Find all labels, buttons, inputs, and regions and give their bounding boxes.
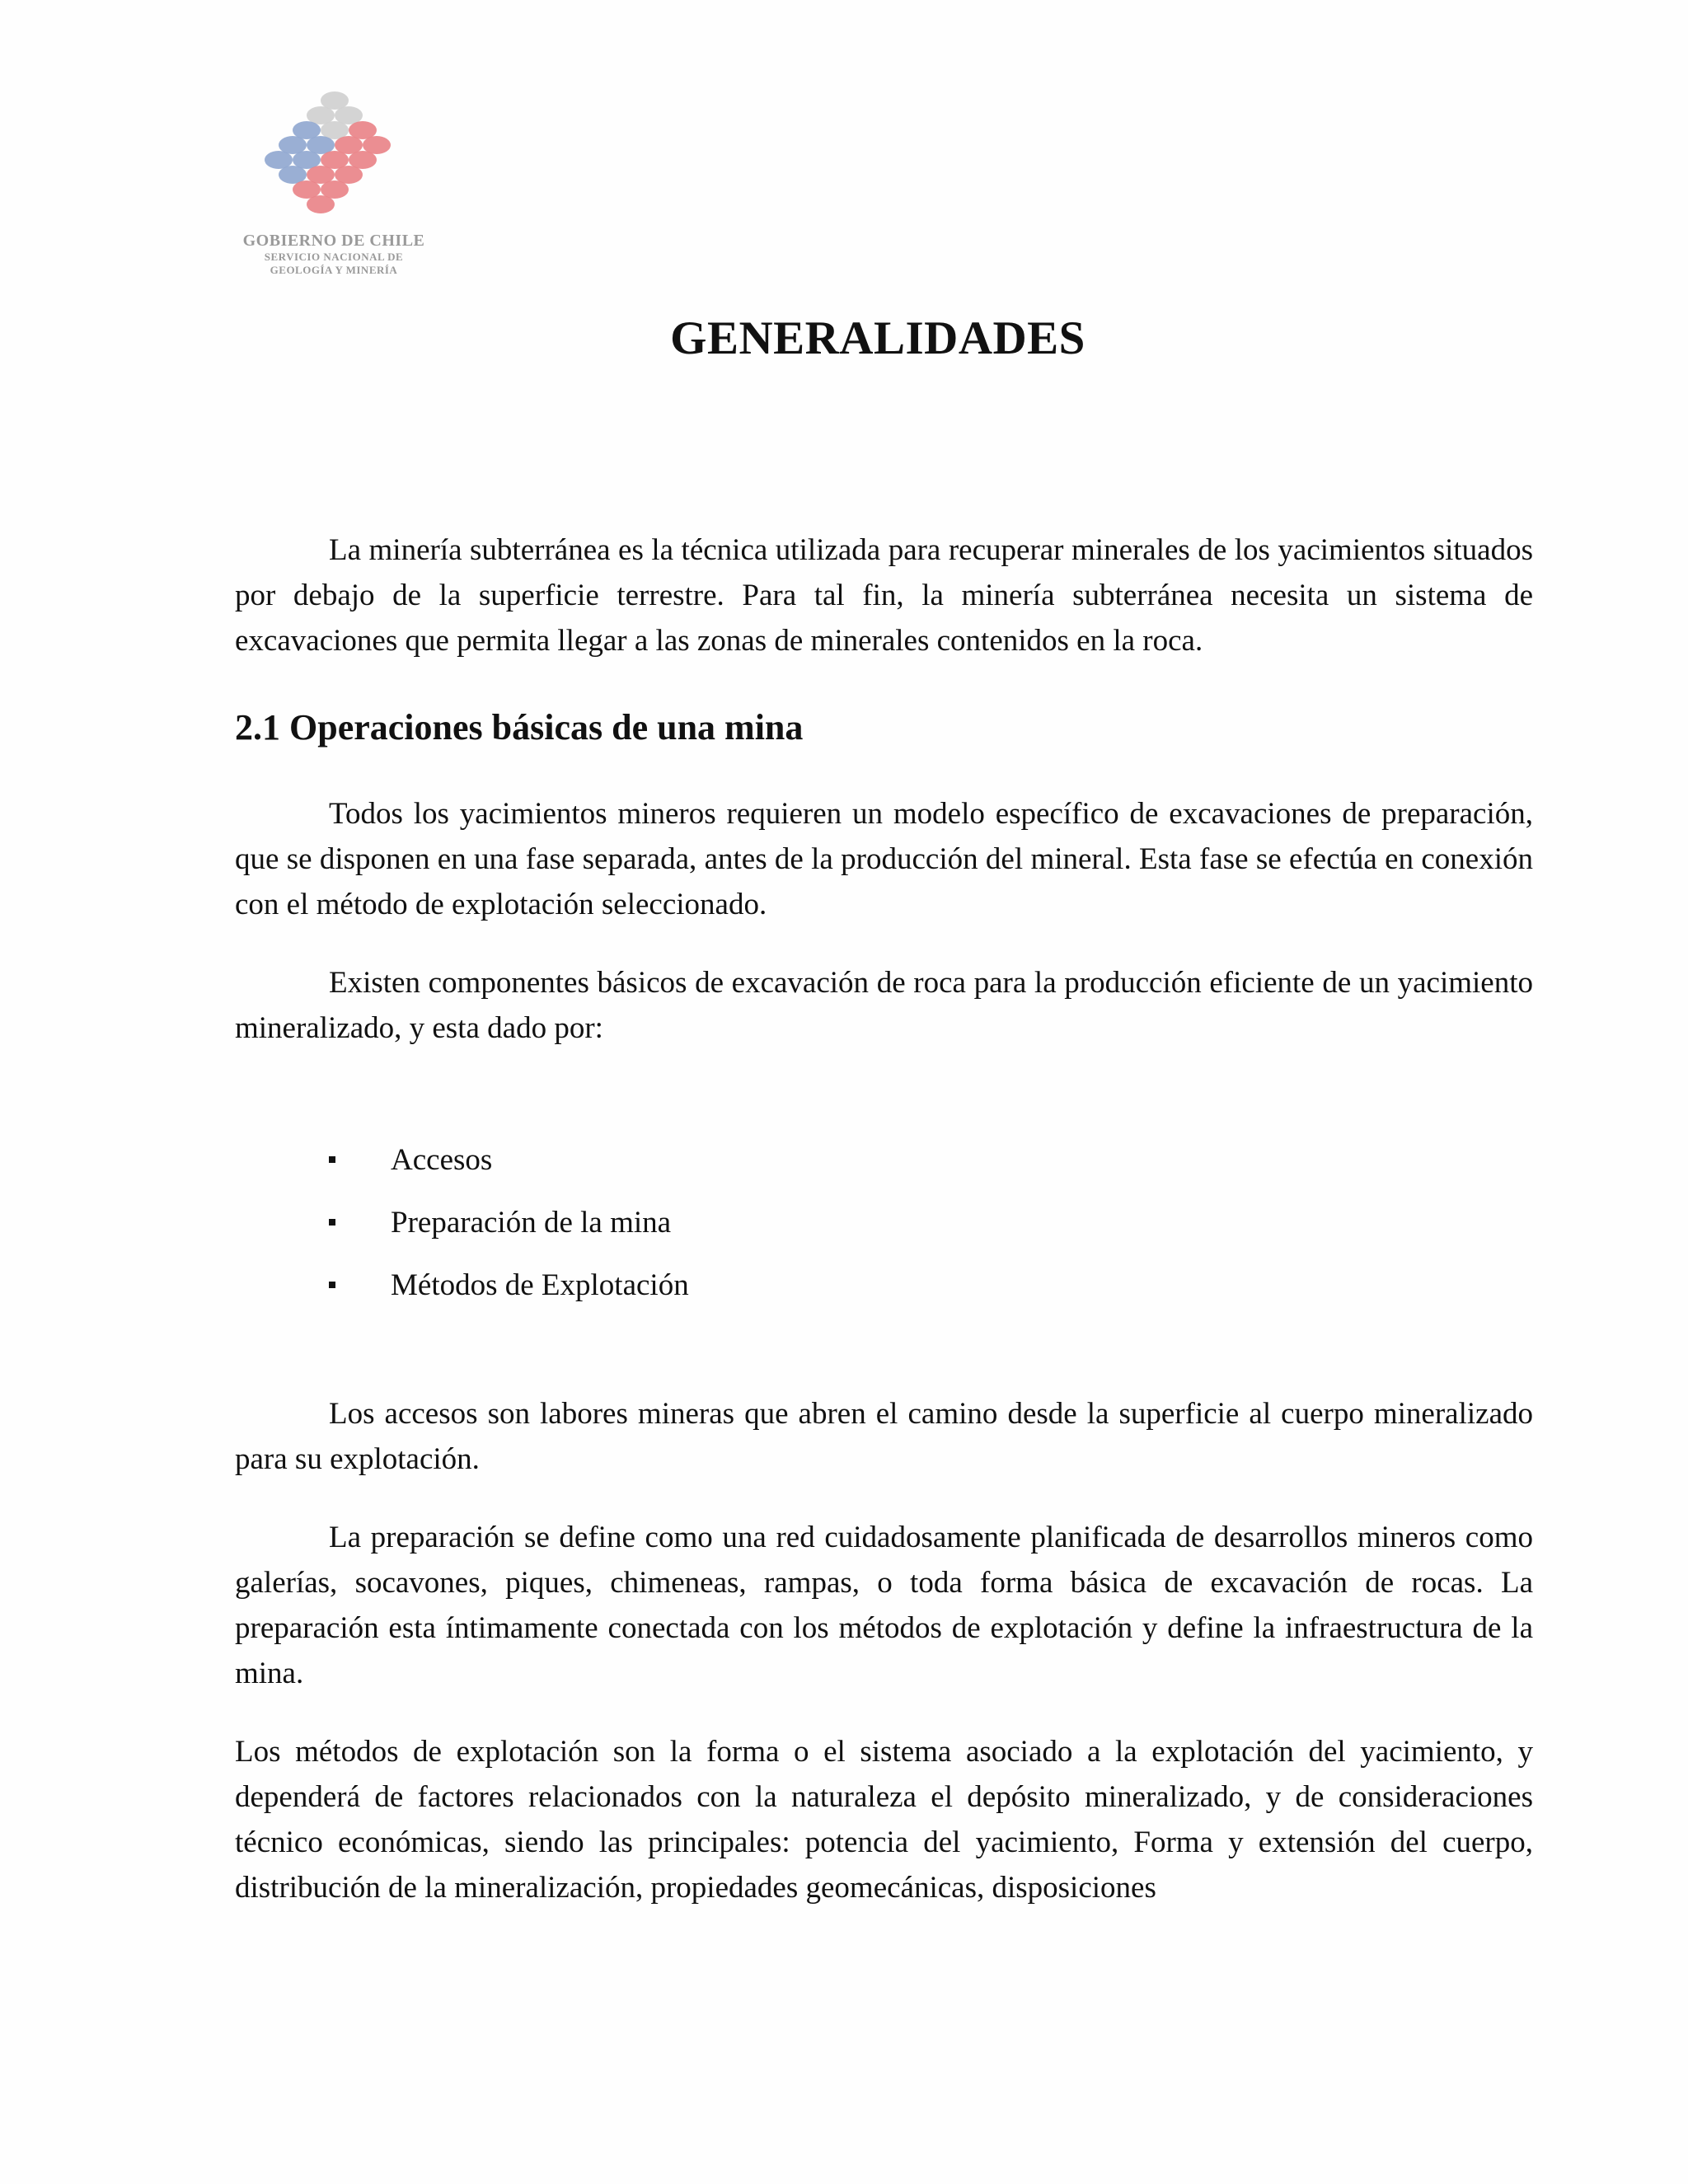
bullet-icon xyxy=(329,1219,335,1226)
logo-line-3: GEOLOGÍA Y MINERÍA xyxy=(270,264,398,276)
list-item xyxy=(235,1200,1533,1263)
paragraph-4: La preparación se define como una red cuidadosamente planificada de desarrollos mineros como galerías, socavones, piques, chimeneas, rampas, o toda forma básica de excavación de rocas. La preparación esta íntimamente conectada con los métodos de explotación y define la infraestructura de la mina. xyxy=(235,1521,1533,1690)
logo-text xyxy=(235,232,433,275)
bullet-icon xyxy=(329,1156,335,1163)
logo-line-1: GOBIERNO DE CHILE xyxy=(242,232,425,250)
gobierno-de-chile-logo xyxy=(235,91,433,288)
logo-emblem-icon xyxy=(265,91,405,231)
paragraph-1: Todos los yacimientos mineros requieren un modelo específico de excavaciones de preparación, que se disponen en una fase separada, antes de la producción del mineral. Esta fase se efectúa en conexión con el método de explotación seleccionado. xyxy=(235,797,1533,921)
list-item xyxy=(235,1137,1533,1200)
paragraph-5: Los métodos de explotación son la forma o el sistema asociado a la explotación del yacimiento, y dependerá de factores relacionados con la naturaleza el depósito mineralizado, y de consideraciones técnico económicas, siendo las principales: potencia del yacimiento, Forma y extensión del cuerpo, distribución de la mineralización, propiedades geomecánicas, disposiciones xyxy=(235,1735,1533,1905)
list-item xyxy=(235,1263,1533,1325)
page-title: GENERALIDADES xyxy=(670,312,1085,364)
intro-paragraph: La minería subterránea es la técnica utilizada para recuperar minerales de los yacimientos situados por debajo de la superficie terrestre. Para tal fin, la minería subterránea necesita un sistema de excavaciones que permita llegar a las zonas de minerales contenidos en la roca. xyxy=(235,533,1533,658)
section-heading: 2.1 Operaciones básicas de una mina xyxy=(235,707,804,748)
logo-shape xyxy=(307,195,335,213)
logo-line-2: SERVICIO NACIONAL DE xyxy=(264,251,404,263)
components-list xyxy=(235,1137,1533,1325)
bullet-icon xyxy=(329,1282,335,1288)
paragraph-2: Existen componentes básicos de excavación de roca para la producción eficiente de un yacimiento mineralizado, y esta dado por: xyxy=(235,966,1533,1045)
list-item-label: Preparación de la mina xyxy=(391,1206,672,1240)
list-item-label: Accesos xyxy=(391,1143,493,1177)
paragraph-3: Los accesos son labores mineras que abren el camino desde la superficie al cuerpo mineralizado para su explotación. xyxy=(235,1397,1533,1476)
list-item-label: Métodos de Explotación xyxy=(391,1268,689,1302)
document-body xyxy=(235,527,1533,1910)
